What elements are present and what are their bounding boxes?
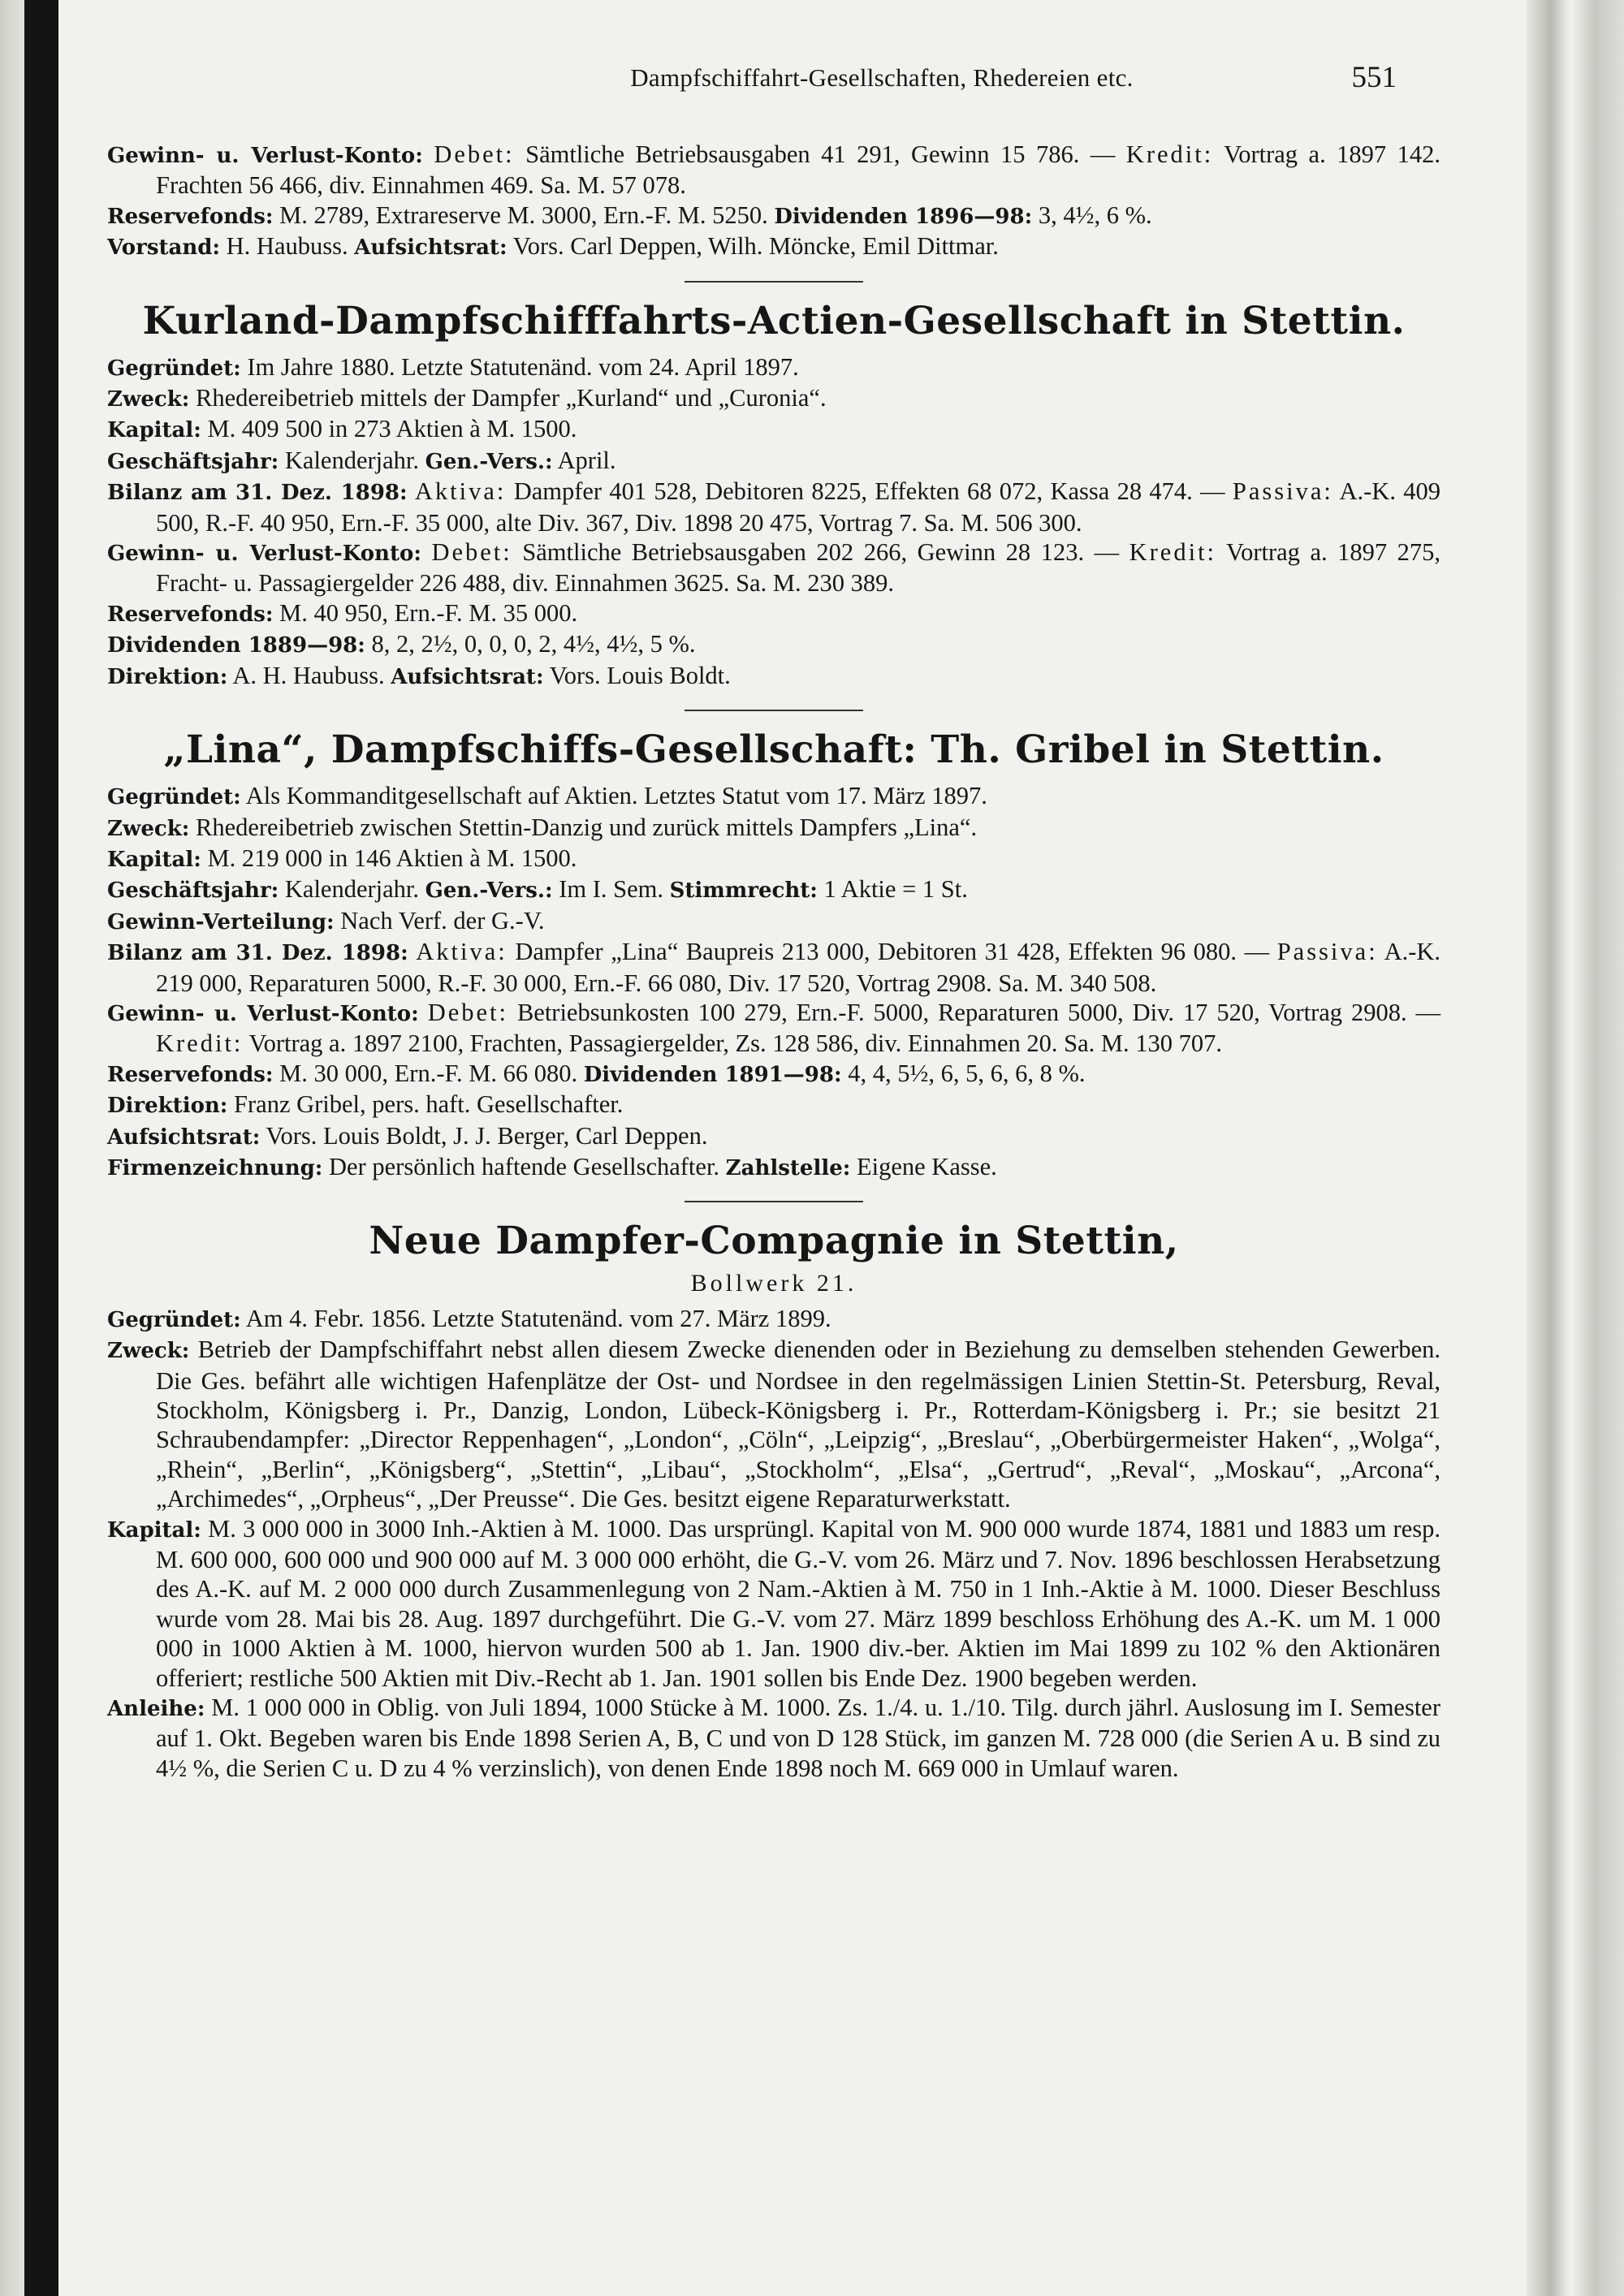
entry-text: Rhedereibetrieb zwischen Stettin-Danzig und zurück mittels Dampfers „Lina“.	[195, 813, 978, 841]
term-label: Firmenzeichnung:	[107, 1155, 323, 1180]
entry-text: Rhedereibetrieb mittels der Dampfer „Kurland“ und „Curonia“.	[195, 384, 827, 412]
gen-vers-text: April.	[557, 446, 616, 474]
company-neue-dampfer	[107, 1217, 1440, 1783]
passiva-label: Passiva:	[1276, 938, 1378, 966]
entry-text: M. 3 000 000 in 3000 Inh.-Aktien à M. 1000. Das ursprüngl. Kapital von M. 900 000 wurde 1874, 1881 und 1883 um resp. M. 600 000, 600 000 und 900 000 auf M. 3 000 000 erhöht, die G.-V. vom 26. März und 7. Nov. 1896 beschlossen Herabsetzung des A.-K. auf M. 2 000 000 durch Zusammenlegung von 2 Nam.-Aktien à M. 750 in 1 Inh.-Aktie à M. 1000. Dieser Beschluss wurde vom 28. Mai bis 28. Aug. 1897 durchgeführt. Die G.-V. vom 27. März 1899 beschloss Erhöhung des A.-K. um M. 1 000 000 in 1000 Aktien à M. 1000, hiervon wurden 500 ab 1. Jan. 1900 div.-ber. Aktien im Mai 1899 zu 102 % den Aktionären offeriert; restliche 500 Aktien mit Div.-Recht ab 1. Jan. 1901 sollen bis Ende Dez. 1900 begeben werden.	[156, 1514, 1440, 1692]
kredit-label: Kredit:	[156, 1029, 244, 1058]
prev-entry-continuation	[107, 140, 1440, 263]
passiva-text: A.-K. 219 000, Reparaturen 5000, R.-F. 30 000, Ern.-F. 66 080, Div. 17 520, Vortrag 2908. Sa. M. 340 508.	[156, 938, 1441, 997]
entry-zweck	[107, 383, 1440, 414]
entry-text: M. 1 000 000 in Oblig. von Juli 1894, 1000 Stücke à M. 1000. Zs. 1./4. u. 1./10. Tilg. durch jährl. Auslosung im I. Semester auf 1. Okt. Begeben waren bis Ende 1898 Serien A, B, C und von D 128 Stück, im ganzen M. 728 000 (die Serien A u. B sind zu 4½ %, die Serien C u. D zu 4 % verzinslich), von denen Ende 1898 noch M. 669 000 in Umlauf waren.	[156, 1694, 1441, 1782]
entry-text: Kalenderjahr.	[284, 875, 420, 904]
entry-bilanz	[107, 937, 1440, 998]
entry-kapital	[107, 414, 1440, 445]
term-label: Gewinn- u. Verlust-Konto:	[107, 1001, 419, 1026]
company-heading: Neue Dampfer-Compagnie in Stettin,	[369, 1219, 1179, 1264]
debet-label: Debet:	[427, 998, 508, 1026]
section-divider	[685, 1201, 863, 1202]
term-label: Geschäftsjahr:	[107, 449, 279, 474]
term-label: Anleihe:	[107, 1697, 205, 1722]
entry-text: 8, 2, 2½, 0, 0, 0, 2, 4½, 4½, 5 %.	[371, 630, 696, 658]
aufsichtsrat-label: Aufsichtsrat:	[391, 664, 544, 689]
entry-reservefonds	[107, 1059, 1440, 1090]
entry-text: M. 40 950, Ern.-F. M. 35 000.	[279, 598, 578, 627]
term-label: Gegründet:	[107, 1307, 241, 1332]
section-divider	[685, 710, 863, 711]
company-heading: Kurland-Dampfschifffahrts-Actien-Gesellschaft in Stettin.	[142, 298, 1406, 343]
term-label: Kapital:	[107, 1517, 201, 1543]
zahlstelle-label: Zahlstelle:	[725, 1155, 851, 1180]
term-label: Zweck:	[107, 387, 190, 412]
kredit-text: Vortrag a. 1897 142. Frachten 56 466, div. Einnahmen 469. Sa. M. 57 078.	[156, 140, 1441, 200]
entry-reservefonds	[107, 201, 1440, 231]
book-spine-shadow	[24, 0, 58, 2296]
kredit-text: Vortrag a. 1897 275, Fracht- u. Passagiergelder 226 488, div. Einnahmen 3625. Sa. M. 230 389.	[156, 538, 1441, 598]
term-label: Kapital:	[107, 847, 201, 872]
debet-text: Betriebsunkosten 100 279, Ern.-F. 5000, Reparaturen 5000, Div. 17 520, Vortrag 2908. —	[516, 998, 1441, 1026]
debet-text: Sämtliche Betriebsausgaben 41 291, Gewinn 15 786. —	[525, 140, 1116, 168]
entry-gewinn-verlust	[107, 140, 1440, 201]
entry-kapital	[107, 844, 1440, 874]
entry-text: Kalenderjahr.	[284, 446, 420, 474]
entry-kapital	[107, 1514, 1440, 1693]
entry-gegruendet	[107, 352, 1440, 383]
entry-geschaeftsjahr	[107, 446, 1440, 477]
term-label: Gewinn- u. Verlust-Konto:	[107, 144, 423, 168]
entry-text: Der persönlich haftende Gesellschafter.	[329, 1152, 720, 1180]
gen-vers-label: Gen.-Vers.:	[425, 878, 553, 904]
stimmrecht-label: Stimmrecht:	[669, 878, 818, 904]
entry-text: Am 4. Febr. 1856. Letzte Statutenänd. vom 27. März 1899.	[245, 1304, 831, 1332]
term-label: Reservefonds:	[107, 1062, 274, 1087]
company-kurland	[107, 297, 1440, 692]
dividenden-label: Dividenden 1891—98:	[583, 1062, 842, 1087]
aufsichtsrat-label: Aufsichtsrat:	[354, 235, 508, 261]
term-label: Bilanz am 31. Dez. 1898:	[107, 941, 408, 966]
aufsichtsrat-text: Vors. Carl Deppen, Wilh. Möncke, Emil Dittmar.	[512, 232, 999, 261]
company-heading: „Lina“, Dampfschiffs-Gesellschaft: Th. Gribel in Stettin.	[163, 727, 1384, 773]
entry-text: Als Kommanditgesellschaft auf Aktien. Letztes Statut vom 17. März 1897.	[245, 782, 987, 810]
debet-text: Sämtliche Betriebsausgaben 202 266, Gewinn 28 123. —	[522, 538, 1120, 567]
entry-text: M. 219 000 in 146 Aktien à M. 1500.	[207, 844, 577, 872]
entry-text: Franz Gribel, pers. haft. Gesellschafter.	[234, 1090, 624, 1119]
gen-vers-text: Im I. Sem.	[559, 875, 663, 904]
debet-label: Debet:	[434, 140, 515, 168]
entry-gegruendet	[107, 781, 1440, 812]
running-title: Dampfschiffahrt-Gesellschaften, Rhedereien etc.	[630, 63, 1134, 92]
entry-gewinn-verlust	[107, 537, 1440, 598]
dividenden-label: Dividenden 1896—98:	[774, 204, 1033, 229]
term-label: Vorstand:	[107, 235, 221, 261]
entry-text: Betrieb der Dampfschiffahrt nebst allen diesem Zwecke dienenden oder in Beziehung zu demselben stehenden Gewerben. Die Ges. befährt alle wichtigen Hafenplätze der Ost- und Nordsee in den regelmässigen Linien Stettin-St. Petersburg, Reval, Stockholm, Königsberg i. Pr., Danzig, London, Lübeck-Königsberg i. Pr., Rotterdam-Königsberg i. Pr.; sie besitzt 21 Schraubendampfer: „Director Reppenhagen“, „London“, „Cöln“, „Leipzig“, „Breslau“, „Oberbürgermeister Haken“, „Wolga“, „Rhein“, „Berlin“, „Königsberg“, „Stettin“, „Libau“, „Stockholm“, „Elsa“, „Gertrud“, „Reval“, „Moskau“, „Arcona“, „Archimedes“, „Orpheus“, „Der Preusse“. Die Ges. besitzt eigene Reparaturwerkstatt.	[156, 1336, 1440, 1513]
entry-text: Vors. Louis Boldt, J. J. Berger, Carl Deppen.	[266, 1121, 708, 1150]
term-label: Gegründet:	[107, 356, 241, 381]
kredit-label: Kredit:	[1129, 538, 1217, 567]
entry-gewinn-verteilung	[107, 906, 1440, 937]
dividenden-text: 3, 4½, 6 %.	[1038, 201, 1152, 229]
term-label: Kapital:	[107, 418, 201, 443]
running-header	[367, 63, 1397, 104]
aktiva-label: Aktiva:	[416, 938, 508, 966]
entry-reservefonds	[107, 598, 1440, 629]
entry-direktion	[107, 1090, 1440, 1120]
entry-text: M. 30 000, Ern.-F. M. 66 080.	[279, 1059, 578, 1087]
entry-text: Im Jahre 1880. Letzte Statutenänd. vom 24. April 1897.	[247, 352, 799, 381]
term-label: Zweck:	[107, 816, 190, 841]
term-label: Geschäftsjahr:	[107, 878, 279, 904]
entry-bilanz	[107, 477, 1440, 537]
kredit-label: Kredit:	[1125, 140, 1214, 168]
entry-direktion	[107, 661, 1440, 692]
entry-text: M. 409 500 in 273 Aktien à M. 1500.	[207, 415, 577, 443]
document-page	[58, 0, 1527, 2296]
entry-zweck	[107, 813, 1440, 844]
book-binding-edge	[0, 0, 24, 2296]
term-label: Direktion:	[107, 1094, 228, 1119]
section-divider	[685, 281, 863, 283]
zahlstelle-text: Eigene Kasse.	[857, 1152, 997, 1180]
entry-aufsichtsrat	[107, 1121, 1440, 1152]
company-address: Bollwerk 21.	[690, 1270, 857, 1297]
term-label: Dividenden 1889—98:	[107, 633, 365, 658]
page-edge-right	[1527, 0, 1624, 2296]
reserve-text: M. 2789, Extrareserve M. 3000, Ern.-F. M. 5250.	[279, 201, 768, 229]
entry-dividenden	[107, 629, 1440, 660]
term-label: Bilanz am 31. Dez. 1898:	[107, 481, 408, 506]
gen-vers-label: Gen.-Vers.:	[425, 449, 553, 474]
term-label: Gewinn-Verteilung:	[107, 909, 335, 934]
term-label: Gegründet:	[107, 785, 241, 810]
page-number: 551	[1351, 61, 1397, 94]
entry-vorstand	[107, 231, 1440, 262]
entry-text: A. H. Haubuss.	[232, 661, 385, 689]
aktiva-text: Dampfer „Lina“ Baupreis 213 000, Debitoren 31 428, Effekten 96 080. —	[515, 938, 1270, 966]
entry-anleihe	[107, 1693, 1440, 1783]
term-label: Gewinn- u. Verlust-Konto:	[107, 542, 421, 567]
aufsichtsrat-text: Vors. Louis Boldt.	[549, 661, 731, 689]
entry-gegruendet	[107, 1304, 1440, 1335]
entry-firmenzeichnung	[107, 1152, 1440, 1183]
dividenden-text: 4, 4, 5½, 6, 5, 6, 6, 8 %.	[848, 1059, 1086, 1087]
entry-geschaeftsjahr	[107, 874, 1440, 905]
term-label: Aufsichtsrat:	[107, 1124, 261, 1150]
entry-zweck	[107, 1335, 1440, 1513]
term-label: Reservefonds:	[107, 602, 274, 627]
entry-text: Nach Verf. der G.-V.	[340, 906, 545, 934]
entry-gewinn-verlust	[107, 998, 1440, 1059]
aktiva-label: Aktiva:	[414, 477, 507, 506]
passiva-label: Passiva:	[1232, 477, 1333, 506]
page-content	[107, 140, 1440, 1783]
passiva-text: A.-K. 409 500, R.-F. 40 950, Ern.-F. 35 000, alte Div. 367, Div. 1898 20 475, Vortrag 7. Sa. M. 506 300.	[156, 477, 1440, 537]
kredit-text: Vortrag a. 1897 2100, Frachten, Passagiergelder, Zs. 128 586, div. Einnahmen 20. Sa. M. 130 707.	[248, 1029, 1223, 1058]
term-label: Reservefonds:	[107, 204, 274, 229]
company-lina	[107, 726, 1440, 1183]
aktiva-text: Dampfer 401 528, Debitoren 8225, Effekten 68 072, Kassa 28 474. —	[513, 477, 1225, 506]
debet-label: Debet:	[431, 538, 512, 567]
term-label: Zweck:	[107, 1339, 190, 1364]
vorstand-text: H. Haubuss.	[226, 232, 348, 261]
term-label: Direktion:	[107, 664, 228, 689]
stimmrecht-text: 1 Aktie = 1 St.	[823, 875, 968, 904]
